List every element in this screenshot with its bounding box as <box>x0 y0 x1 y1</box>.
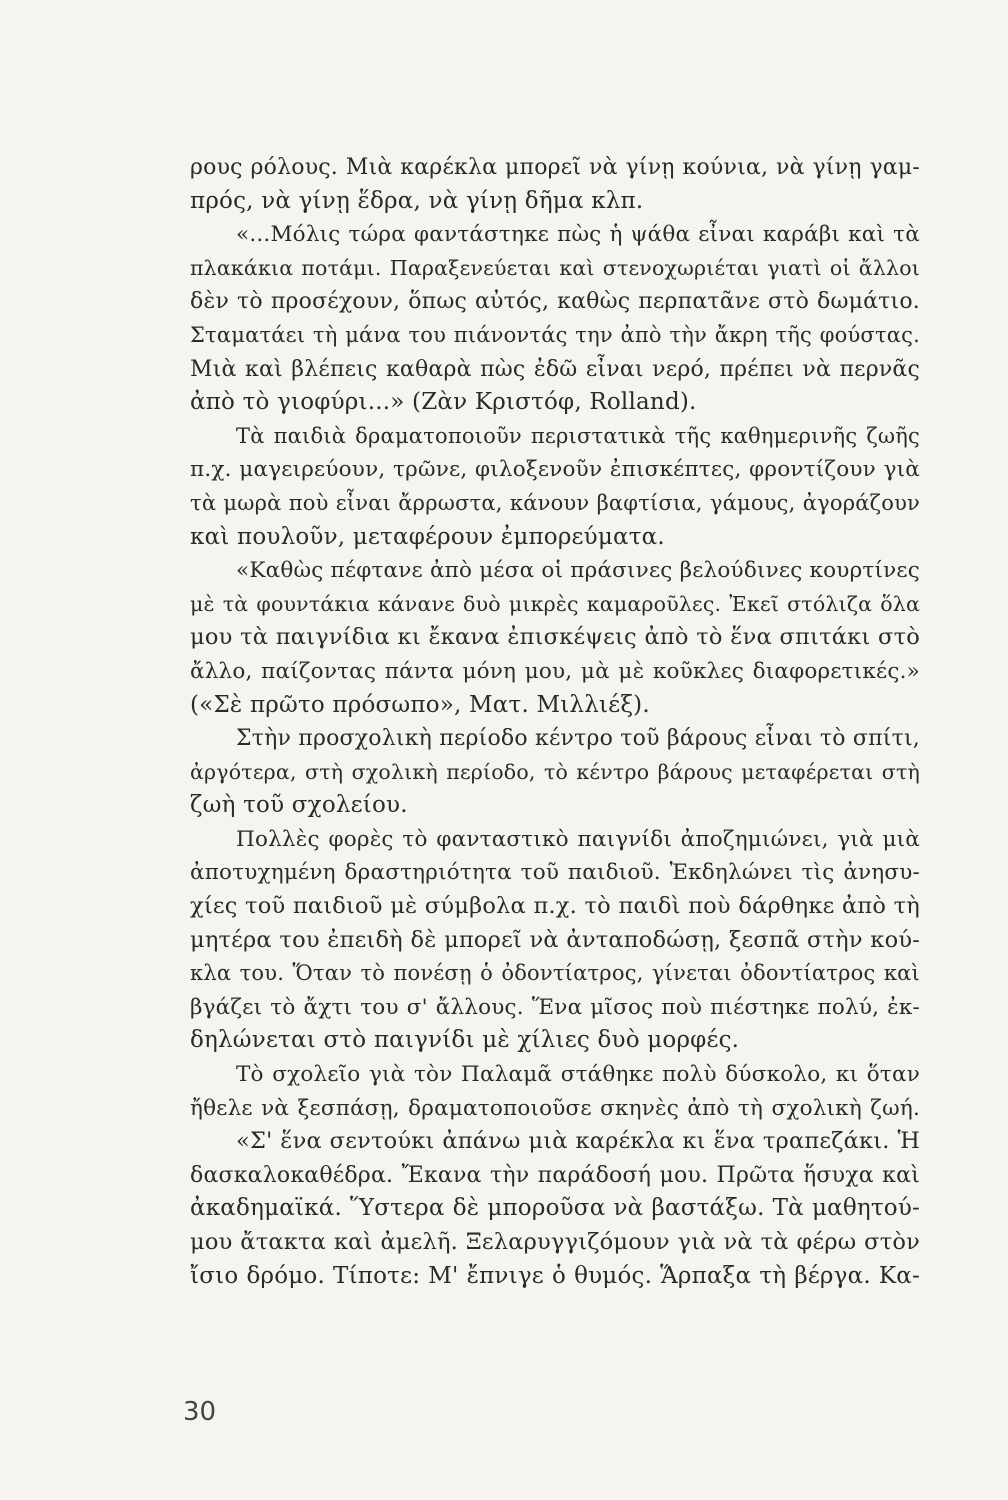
text-line: ἴσιο δρόμο. Τίποτε: Μ' ἔπνιγε ὁ θυμός. Ἅρπαξα τὴ βέργα. Κα- <box>190 1262 920 1289</box>
text-line: δὲν τὸ προσέχουν, ὅπως αὐτός, καθὼς περπατᾶνε στὸ δωμάτιο. <box>190 289 920 315</box>
text-line: τὰ μωρὰ ποὺ εἶναι ἄρρωστα, κάνουν βαφτίσια, γάμους, ἀγοράζουν <box>190 490 920 515</box>
text-line: μου ἄτακτα καὶ ἀμελῆ. Ξελαρυγγιζόμουν γιὰ νὰ τὰ φέρω στὸν <box>190 1229 920 1255</box>
page-number: 30 <box>183 1397 217 1427</box>
text-line: πρός, νὰ γίνῃ ἕδρα, νὰ γίνῃ δῆμα κλπ. <box>190 187 644 214</box>
text-line: ἀπὸ τὸ γιοφύρι...» (Ζὰν Κριστόφ, Rolland). <box>190 389 697 416</box>
text-line: χίες τοῦ παιδιοῦ μὲ σύμβολα π.χ. τὸ παιδὶ ποὺ δάρθηκε ἀπὸ τὴ <box>190 893 920 920</box>
text-line: Σταματάει τὴ μάνα του πιάνοντάς την ἀπὸ τὴν ἄκρη τῆς φούστας. <box>190 322 920 347</box>
text-line: μητέρα του ἐπειδὴ δὲ μπορεῖ νὰ ἀνταποδώσῃ, ξεσπᾶ στὴν κού- <box>190 926 920 953</box>
text-line: ἀργότερα, στὴ σχολικὴ περίοδο, τὸ κέντρο βάρους μεταφέρεται στὴ <box>190 759 920 784</box>
text-line: μου τὰ παιγνίδια κι ἔκανα ἐπισκέψεις ἀπὸ τὸ ἕνα σπιτάκι στὸ <box>190 624 920 651</box>
text-line: ζωὴ τοῦ σχολείου. <box>190 792 408 819</box>
text-line: Στὴν προσχολικὴ περίοδο κέντρο τοῦ βάρους εἶναι τὸ σπίτι, <box>236 726 920 752</box>
text-line: ἤθελε νὰ ξεσπάσῃ, δραματοποιοῦσε σκηνὲς ἀπὸ τὴ σχολικὴ ζωή. <box>190 1095 920 1121</box>
text-line: «Καθὼς πέφτανε ἀπὸ μέσα οἱ πράσινες βελούδινες κουρτίνες <box>236 558 920 584</box>
text-line: «Σ' ἕνα σεντούκι ἀπάνω μιὰ καρέκλα κι ἕνα τραπεζάκι. Ἡ <box>236 1128 920 1155</box>
text-line: βγάζει τὸ ἄχτι του σ' ἄλλους. Ἕνα μῖσος ποὺ πιέστηκε πολύ, ἐκ- <box>190 994 920 1020</box>
text-line: ρους ρόλους. Μιὰ καρέκλα μπορεῖ νὰ γίνῃ κούνια, νὰ γίνῃ γαμ- <box>190 155 920 180</box>
text-line: μὲ τὰ φουντάκια κάνανε δυὸ μικρὲς καμαροῦλες. Ἐκεῖ στόλιζα ὅλα <box>190 591 920 616</box>
text-line: ἀποτυχημένη δραστηριότητα τοῦ παιδιοῦ. Ἐκδηλώνει τὶς ἀνησυ- <box>190 860 920 886</box>
text-line: δηλώνεται στὸ παιγνίδι μὲ χίλιες δυὸ μορφές. <box>190 1027 740 1054</box>
text-line: ἄλλο, παίζοντας πάντα μόνη μου, μὰ μὲ κοῦκλες διαφορετικές.» <box>190 658 920 684</box>
text-line: Τὰ παιδιὰ δραματοποιοῦν περιστατικὰ τῆς καθημερινῆς ζωῆς <box>236 423 920 448</box>
text-line: καὶ πουλοῦν, μεταφέρουν ἐμπορεύματα. <box>190 523 665 550</box>
text-line: Τὸ σχολεῖο γιὰ τὸν Παλαμᾶ στάθηκε πολὺ δύσκολο, κι ὅταν <box>236 1062 920 1088</box>
text-line: («Σὲ πρῶτο πρόσωπο», Ματ. Μιλλιέξ). <box>190 691 650 718</box>
text-line: δασκαλοκαθέδρα. Ἔκανα τὴν παράδοσή μου. Πρῶτα ἥσυχα καὶ <box>190 1162 920 1188</box>
text-line: π.χ. μαγειρεύουν, τρῶνε, φιλοξενοῦν ἐπισκέπτες, φροντίζουν γιὰ <box>190 457 920 483</box>
text-line: κλα του. Ὅταν τὸ πονέσῃ ὁ ὀδοντίατρος, γίνεται ὀδοντίατρος καὶ <box>190 961 920 986</box>
body-text <box>190 151 920 1293</box>
text-line: «...Μόλις τώρα φαντάστηκε πὼς ἡ ψάθα εἶναι καράβι καὶ τὰ <box>236 222 920 248</box>
text-line: Μιὰ καὶ βλέπεις καθαρὰ πὼς ἐδῶ εἶναι νερό, πρέπει νὰ περνᾶς <box>190 356 920 382</box>
text-line: Πολλὲς φορὲς τὸ φανταστικὸ παιγνίδι ἀποζημιώνει, γιὰ μιὰ <box>236 826 920 852</box>
text-line: ἀκαδημαϊκά. Ὕστερα δὲ μποροῦσα νὰ βαστάξω. Τὰ μαθητού- <box>190 1195 920 1222</box>
text-line: πλακάκια ποτάμι. Παραξενεύεται καὶ στενοχωριέται γιατὶ οἱ ἄλλοι <box>190 255 920 280</box>
